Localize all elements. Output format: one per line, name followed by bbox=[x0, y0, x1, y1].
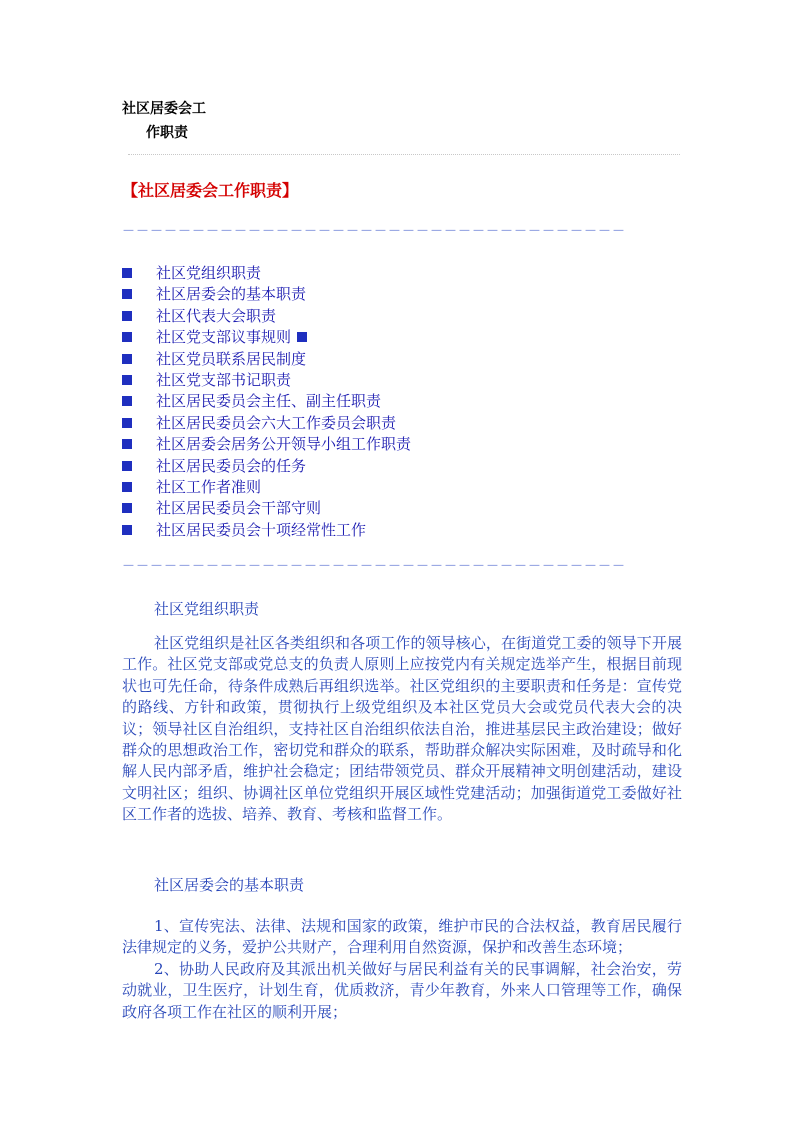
square-bullet-icon bbox=[297, 332, 307, 342]
square-bullet-icon bbox=[122, 268, 132, 278]
dotted-divider bbox=[128, 154, 680, 155]
section-title-party-org: 社区党组织职责 bbox=[154, 600, 260, 618]
table-of-contents bbox=[122, 263, 411, 541]
toc-item[interactable] bbox=[122, 413, 411, 434]
square-bullet-icon bbox=[122, 354, 132, 364]
toc-item-label: 社区代表大会职责 bbox=[156, 306, 277, 325]
dash-divider-bottom: －－－－－－－－－－－－－－－－－－－－－－－－－－－－－－－－－－－－ bbox=[122, 559, 627, 574]
toc-item-label: 社区党支部书记职责 bbox=[156, 370, 292, 389]
toc-item[interactable] bbox=[122, 370, 411, 391]
toc-item[interactable] bbox=[122, 456, 411, 477]
toc-item[interactable] bbox=[122, 477, 411, 498]
toc-item[interactable] bbox=[122, 391, 411, 412]
toc-item[interactable] bbox=[122, 520, 411, 541]
toc-item-label: 社区居民委员会十项经常性工作 bbox=[156, 520, 367, 539]
square-bullet-icon bbox=[122, 525, 132, 535]
toc-item[interactable] bbox=[122, 498, 411, 519]
toc-item-label: 社区党支部议事规则 bbox=[156, 328, 292, 347]
square-bullet-icon bbox=[122, 332, 132, 342]
toc-item[interactable] bbox=[122, 349, 411, 370]
section-title-committee-duties: 社区居委会的基本职责 bbox=[154, 876, 305, 894]
toc-item-label: 社区居委会居务公开领导小组工作职责 bbox=[156, 435, 412, 454]
square-bullet-icon bbox=[122, 375, 132, 385]
square-bullet-icon bbox=[122, 311, 132, 321]
square-bullet-icon bbox=[122, 503, 132, 513]
toc-item[interactable] bbox=[122, 327, 411, 348]
toc-item[interactable] bbox=[122, 434, 411, 455]
square-bullet-icon bbox=[122, 439, 132, 449]
square-bullet-icon bbox=[122, 418, 132, 428]
toc-item-label: 社区居民委员会主任、副主任职责 bbox=[156, 392, 382, 411]
toc-item-label: 社区居民委员会的任务 bbox=[156, 456, 307, 475]
toc-item-label: 社区居委会的基本职责 bbox=[156, 285, 307, 304]
toc-item-label: 社区居民委员会干部守则 bbox=[156, 499, 322, 518]
square-bullet-icon bbox=[122, 396, 132, 406]
document-title-line1: 社区居委会工 bbox=[122, 101, 206, 117]
square-bullet-icon bbox=[122, 289, 132, 299]
square-bullet-icon bbox=[122, 482, 132, 492]
toc-item-label: 社区党员联系居民制度 bbox=[156, 349, 307, 368]
toc-item[interactable] bbox=[122, 263, 411, 284]
section-body-party-org: 社区党组织是社区各类组织和各项工作的领导核心，在街道党工委的领导下开展工作。社区党支部或党总支的负责人原则上应按党内有关规定选举产生，根据目前现状也可先任命，待条件成熟后再组织选举。社区党组织的主要职责和任务是：宣传党的路线、方针和政策，贯彻执行上级党组织及本社区党员大会或党员代表大会的决议；领导社区自治组织，支持社区自治组织依法自治，推进基层民主政治建设；做好群众的思想政治工作，密切党和群众的联系，帮助群众解决实际困难，及时疏导和化解人民内部矛盾，维护社会稳定；团结带领党员、群众开展精神文明创建活动，建设文明社区；组织、协调社区单位党组织开展区域性党建活动；加强街道党工委做好社区工作者的选拔、培养、教育、考核和监督工作。 bbox=[122, 634, 682, 824]
duty-item-2: 2、协助人民政府及其派出机关做好与居民利益有关的民事调解，社会治安，劳动就业，卫生医疗，计划生育，优质救济，青少年教育，外来人口管理等工作，确保政府各项工作在社区的顺利开展； bbox=[122, 960, 682, 1021]
toc-item[interactable] bbox=[122, 306, 411, 327]
toc-item-label: 社区党组织职责 bbox=[156, 264, 262, 282]
document-title bbox=[122, 97, 242, 145]
toc-item[interactable] bbox=[122, 284, 411, 305]
toc-item-label: 社区居民委员会六大工作委员会职责 bbox=[156, 413, 397, 432]
square-bullet-icon bbox=[122, 461, 132, 471]
duty-item-1: 1、宣传宪法、法律、法规和国家的政策，维护市民的合法权益，教育居民履行法律规定的义务，爱护公共财产，合理利用自然资源，保护和改善生态环境； bbox=[122, 917, 682, 957]
section-heading: 【社区居委会工作职责】 bbox=[122, 181, 299, 200]
dash-divider-top: －－－－－－－－－－－－－－－－－－－－－－－－－－－－－－－－－－－－ bbox=[122, 224, 627, 239]
document-title-line2: 作职责 bbox=[146, 125, 188, 141]
toc-item-label: 社区工作者准则 bbox=[156, 477, 262, 496]
